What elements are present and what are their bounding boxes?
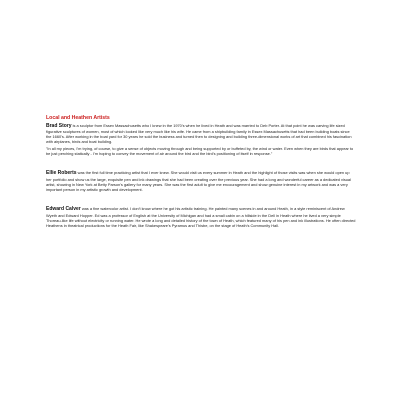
artist-paragraph-brad-story	[46, 123, 356, 145]
artist-paragraph-edward-calver	[46, 206, 356, 228]
spacer	[46, 156, 356, 170]
artist-paragraph-ellie-roberts	[46, 170, 356, 192]
section-title: Local and Heathen Artists	[46, 115, 110, 121]
artist-name: Brad Story	[46, 122, 72, 129]
artist-name: Edward Calver	[46, 206, 81, 213]
artist-bio: is a sculptor from Essex Massachusetts who I knew in the 1970's when he lived in Heath and was married to Deb Porter. At that point he was carving life sized figurative sculptures of women, most of which looked like very much like his wife. He came from a shipbuilding family in Essex Massachusetts that had been building boats since the 1660's. After working in the boat yard for 30 years he sold the business and turned then to designing and building three-dimensional works of art that combined his fascination with airplanes, birds and boat building.	[46, 122, 352, 145]
article	[46, 115, 356, 229]
artist-bio: was the first full time practicing artist that I ever knew. She would visit us every summer in Heath and the highlight of those visits was when she would open up her portfolio and show us the large, exquisite pen and ink drawings that she had been creating over the previous year. She had a long and wonderful career as a dedicated visual artist, showing in New York at Betty Parson's gallery for many years. She was the first adult to give me encouragement and show genuine interest in my artwork and was a very important person in my artistic growth and development.	[46, 170, 351, 193]
spacer	[46, 192, 356, 206]
artist-quote: "In all my pieces, I'm trying, of course, to give a sense of objects moving through and being supported by or buffeted by, the wind or water. Even when they are birds that appear to be just perching statically - I'm hoping to convey the movement of air around the bird and the bird's positioning of itself in response."	[46, 145, 354, 156]
artist-name: Ellie Roberts	[46, 170, 77, 177]
artist-bio: was a fine watercolor artist. I don't know where he got his artistic training. He painted many scenes in and around Heath, in a style reminiscent of Andrew Wyeth and Edward Hopper. Ed was a professor of English at the University of Michigan and had a small cabin on a hillside in the Dell in Heath where he lived a very simple Thoreau-like life without electricity or running water. He wrote a long and detailed history of the town of Heath, which featured many of his pen and ink illustrations. He often directed Heathens in theatrical productions for the Heath Fair, like Shakespeare's Pyramus and Thisbe, on the stage of Heath's Community Hall.	[46, 206, 356, 229]
